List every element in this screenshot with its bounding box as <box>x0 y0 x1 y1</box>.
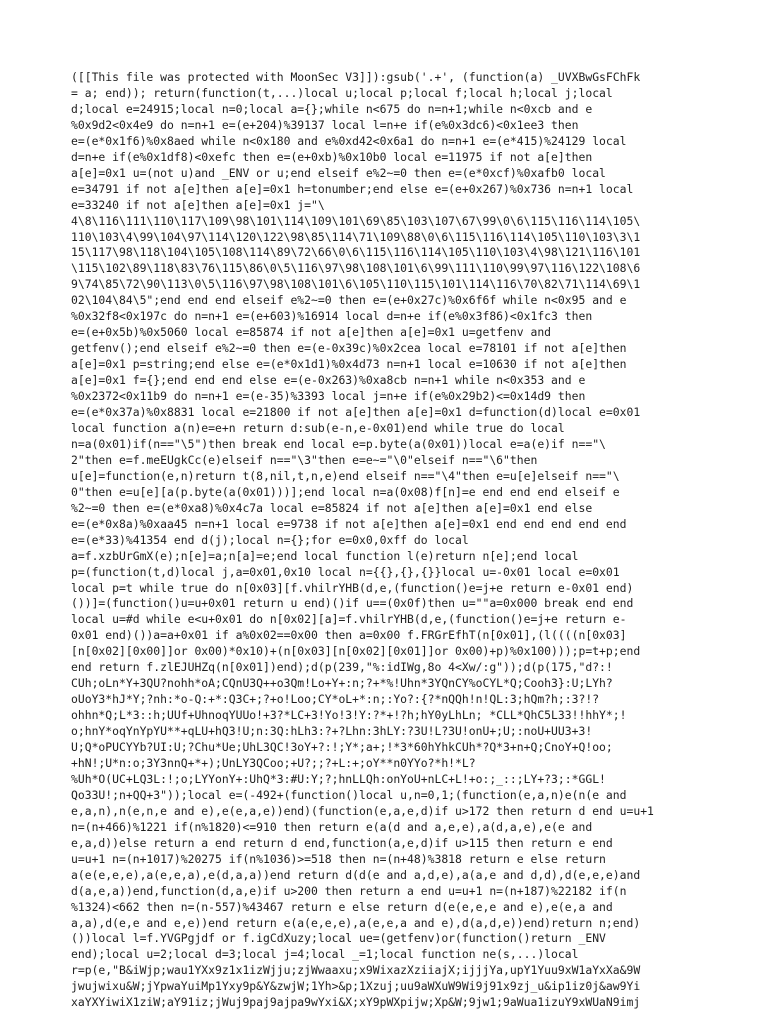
code-line: d;local e=24915;local n=0;local a={};while n<675 do n=n+1;while n<0xcb and e <box>71 101 593 116</box>
code-line: n=a(0x01)if(n=="\5")then break end local e=p.byte(a(0x01))local e=a(e)if n=="\ <box>71 436 606 451</box>
code-line: 0x01 end)())a=a+0x01 if a%0x02==0x00 then a=0x00 f.FRGrEfhT(n[0x01],(l((((n[0x03] <box>71 628 627 643</box>
code-line: oUoY3*hJ*Y;?nh:*o-Q:+*:Q3C+;?+o!Loo;CY*oL+*:n;:Yo?:{?*nQQh!n!QL:3;hQm?h;:3?!? <box>71 692 600 707</box>
code-line: %0x2372<0x11b9 do n=n+1 e=(e-35)%3393 local j=n+e if(e%0x29b2)<=0x14d9 then <box>71 389 586 404</box>
code-line: U;Q*oPUCYYb?UI:U;?Chu*Ue;UhL3QC!3oY+?:!;Y*;a+;!*3*60hYhkCUh*?Q*3+n+Q;CnoY+Q!oo; <box>71 740 613 755</box>
code-line: e,a,n),n(e,n,e and e),e(e,a,e))end)(function(e,a,e,d)if u>172 then return d end u=u+1 <box>71 803 654 818</box>
code-line: e=(e*0x1f6)%0x8aed while n<0x180 and e%0xd42<0x6a1 do n=n+1 e=(e*415)%24129 local <box>71 133 627 148</box>
code-line: 4\8\116\111\110\117\109\98\101\114\109\101\69\85\103\107\67\99\0\6\115\116\114\105\ <box>71 213 641 228</box>
code-line: 2"then e=f.meEUgkCc(e)elseif n=="\3"then e=e~="\0"elseif n=="\6"then <box>71 452 538 467</box>
code-line: 15\117\98\118\104\105\108\114\89\72\66\0\6\115\116\114\105\110\103\4\98\121\116\101 <box>71 245 641 260</box>
code-line: a(e(e,e,e),a(e,e,a),e(d,a,a))end return d(d(e and a,d,e),a(a,e and d,d),d(e,e,e)and <box>71 867 641 882</box>
code-line: 9\74\85\72\90\113\0\5\116\97\98\108\101\6\105\110\115\101\114\116\70\82\71\114\69\1 <box>71 277 641 292</box>
code-line: jwujwixu&W;jYpwaYuiMp1Yxy9p&Y&zwjW;1Yh>&p;1Xzuj;uu9aWXuW9Wi9j91x9zj_u&ip1iz0j&aw9Yi <box>71 979 641 994</box>
code-line: ohhn*Q;L*3::h;UUf+UhnoqYUUo!+3?*LC+3!Yo!3!Y:?*+!?h;hY0yLhLn; *CLL*QhC5L33!!hhY*;! <box>71 708 627 723</box>
code-line: n=(n+466)%1221 if(n%1820)<=910 then return e(a(d and a,e,e),a(d,a,e),e(e and <box>71 819 593 834</box>
code-line: d(a,e,a))end,function(d,a,e)if u>200 then return a end u=u+1 n=(n+187)%22182 if(n <box>71 883 627 898</box>
code-line: \115\102\89\118\83\76\115\86\0\5\116\97\98\108\101\6\99\111\110\99\97\116\122\108\6 <box>71 261 641 276</box>
code-line: Qo33U!;n+QQ+3"));local e=(-492+(function()local u,n=0,1;(function(e,a,n)e(n(e and <box>71 787 627 802</box>
code-line: local function a(n)e=e+n return d:sub(e-n,e-0x01)end while true do local <box>71 420 565 435</box>
code-line: e=33240 if not a[e]then a[e]=0x1 j="\ <box>71 197 325 212</box>
code-line: a[e]=0x1 f={};end end end else e=(e-0x263)%0xa8cb n=n+1 while n<0x353 and e <box>71 373 586 388</box>
code-line: e=(e+0x5b)%0x5060 local e=85874 if not a[e]then a[e]=0x1 u=getfenv and <box>71 325 552 340</box>
code-line: e=(e*0x8a)%0xaa45 n=n+1 local e=9738 if not a[e]then a[e]=0x1 end end end end end <box>71 516 627 531</box>
code-line: +hN!;U*n:o;3Y3nnQ+*+);UnLY3QCoo;+U?;;?+L:+;oY**n0YYo?*h!*L? <box>71 755 476 770</box>
code-line: e=(e*33)%41354 end d(j);local n={};for e=0x0,0xff do local <box>71 532 469 547</box>
code-line: end return f.zlEJUHZq(n[0x01])end);d(p(239,"%:idIWg,8o 4<Xw/:g"));d(p(175,"d?:! <box>71 660 613 675</box>
code-line: end);local u=2;local d=3;local j=4;local _=1;local function ne(s,...)local <box>71 947 579 962</box>
code-line: [n[0x02][0x00]]or 0x00)*0x10)+(n[0x03][n[0x02][0x01]]or 0x00)+p)%0x100)));p=t+p;end <box>71 644 641 659</box>
code-line: r=p(e,"B&iWjp;wau1YXx9z1x1izWjju;zjWwaaxu;x9WixazXziiajX;ijjjYa,upY1Yuu9xW1aYxXa&9W <box>71 963 641 978</box>
code-line: a[e]=0x1 p=string;end else e=(e*0x1d1)%0x4d73 n=n+1 local e=10630 if not a[e]then <box>71 357 627 372</box>
code-line: xaYXYiwiX1ziW;aY91iz;jWuj9paj9ajpa9wYxi&X;xY9pWXpijw;Xp&W;9jw1;9aWua1izuY9xWUaN9imj <box>71 995 641 1010</box>
code-line: o;hnY*oqYnYpYU**+qLU+hQ3!U;n:3Q:hLh3:?+?Lhn:3hLY:?3U!L?3U!onU+;U;:noU+UU3+3! <box>71 724 593 739</box>
code-line: e=(e*0x37a)%0x8831 local e=21800 if not a[e]then a[e]=0x1 d=function(d)local e=0x01 <box>71 405 641 420</box>
code-line: e=34791 if not a[e]then a[e]=0x1 h=tonumber;end else e=(e+0x267)%0x736 n=n+1 local <box>71 181 634 196</box>
document-page <box>71 70 697 1010</box>
code-line: 0"then e=u[e][a(p.byte(a(0x01)))];end local n=a(0x08)f[n]=e end end end elseif e <box>71 484 620 499</box>
code-line: %0x9d2<0x4e9 do n=n+1 e=(e+204)%39137 local l=n+e if(e%0x3dc6)<0x1ee3 then <box>71 117 579 132</box>
code-line: a,a),d(e,e and e,e))end return e(a(e,e,e),a(e,e,a and e),d(a,d,e))end)return n;end) <box>71 915 641 930</box>
code-line: e,a,d))else return a end return d end,function(a,e,d)if u>115 then return e end <box>71 835 613 850</box>
code-line: u[e]=function(e,n)return t(8,nil,t,n,e)end elseif n=="\4"then e=u[e]elseif n=="\ <box>71 468 620 483</box>
code-line: 110\103\4\99\104\97\114\120\122\98\85\114\71\109\88\0\6\115\116\114\105\110\103\3\1 <box>71 229 641 244</box>
code-line: a[e]=0x1 u=(not u)and _ENV or u;end elseif e%2~=0 then e=(e*0xcf)%0xafb0 local <box>71 165 606 180</box>
code-line: %0x32f8<0x197c do n=n+1 e=(e+603)%16914 local d=n+e if(e%0x3f86)<0x1fc3 then <box>71 309 593 324</box>
code-line: 02\104\84\5";end end end elseif e%2~=0 then e=(e+0x27c)%0x6f6f while n<0x95 and e <box>71 293 627 308</box>
code-line: %Uh*O(UC+LQ3L:!;o;LYYonY+:UhQ*3:#U:Y;?;hnLLQh:onYoU+nLC+L!+o:;_::;LY+?3;:*GGL! <box>71 771 606 786</box>
code-line: = a; end)); return(function(t,...)local u;local p;local f;local h;local j;local <box>71 85 613 100</box>
code-line: %2~=0 then e=(e*0xa8)%0x4c7a local e=85824 if not a[e]then a[e]=0x1 end else <box>71 500 593 515</box>
code-line: p=(function(t,d)local j,a=0x01,0x10 local n={{},{},{}}local u=-0x01 local e=0x01 <box>71 564 620 579</box>
code-line: CUh;oLn*Y+3QU?nohh*oA;CQnU3Q++o3Qm!Lo+Y+:n;?+*%!Uhn*3YQnCY%oCYL*Q;Cooh3}:U;LYh? <box>71 676 613 691</box>
code-line: ())local l=f.YVGPgjdf or f.igCdXuzy;local ue=(getfenv)or(function()return _ENV <box>71 931 606 946</box>
code-line: a=f.xzbUrGmX(e);n[e]=a;n[a]=e;end local function l(e)return n[e];end local <box>71 548 579 563</box>
code-line: %1324)<662 then n=(n-557)%43467 return e else return d(e(e,e,e and e),e(e,a and <box>71 899 613 914</box>
code-line: local u=#d while e<u+0x01 do n[0x02][a]=f.vhilrYHB(d,e,(function()e=j+e return e- <box>71 612 627 627</box>
code-line: local p=t while true do n[0x03][f.vhilrYHB(d,e,(function()e=j+e return e-0x01 end) <box>71 580 634 595</box>
code-line: ([[This file was protected with MoonSec V3]]):gsub('.+', (function(a) _UVXBwGsFChFk <box>71 70 641 84</box>
code-line: getfenv();end elseif e%2~=0 then e=(e-0x39c)%0x2cea local e=78101 if not a[e]then <box>71 341 627 356</box>
code-line: d=n+e if(e%0x1df8)<0xefc then e=(e+0xb)%0x10b0 local e=11975 if not a[e]then <box>71 149 593 164</box>
obfuscated-lua-code <box>71 70 697 1010</box>
code-line: ())]=(function()u=u+0x01 return u end)()if u==(0x0f)then u=""a=0x000 break end end <box>71 596 634 611</box>
code-line: u=u+1 n=(n+1017)%20275 if(n%1036)>=518 then n=(n+48)%3818 return e else return <box>71 851 606 866</box>
